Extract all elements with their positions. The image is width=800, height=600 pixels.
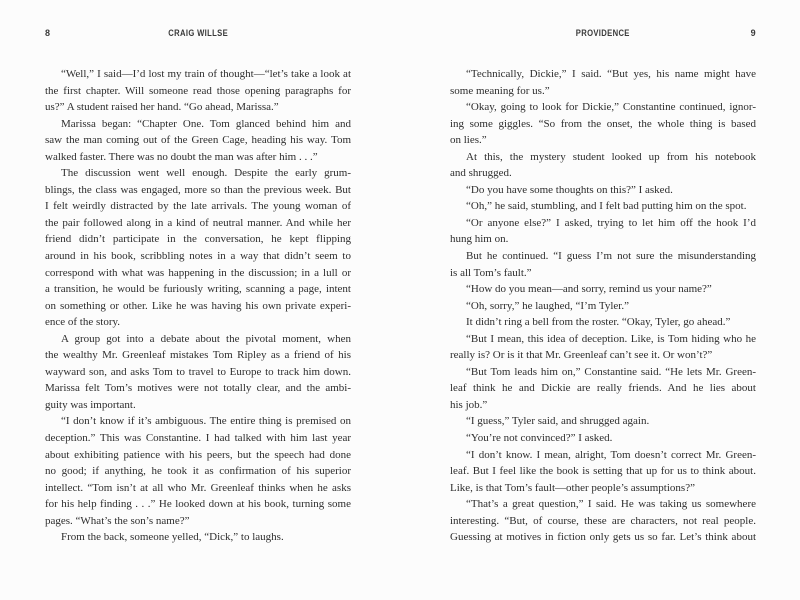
text-line: “Oh,” he said, stumbling, and I felt bad putting him on the spot. — [466, 200, 747, 213]
left-page-body — [45, 66, 351, 546]
paragraph — [45, 66, 351, 116]
text-line: on something or other. Like he was having his own private experi- — [45, 299, 351, 312]
text-line: pages. “What’s the son’s name?” — [45, 514, 190, 527]
paragraph — [450, 198, 756, 215]
right-page-header — [450, 28, 756, 40]
text-line: us?” A student raised her hand. “Go ahead, Marissa.” — [45, 101, 279, 114]
text-line: around in his book, scribbling notes in a way that didn’t seem to — [45, 250, 351, 263]
text-line: a transition, he would be furiously writing, scanning a page, intent — [45, 283, 351, 296]
text-line: really is? Or is it that Mr. Greenleaf can’t see it. Or won’t?” — [450, 349, 713, 362]
paragraph — [450, 99, 756, 149]
text-line: “I guess,” Tyler said, and shrugged again. — [466, 415, 650, 428]
paragraph — [450, 447, 756, 497]
text-line: correspond with what was happening in the discussion; in a lull or — [45, 266, 351, 279]
paragraph — [45, 331, 351, 414]
text-line: saw the man coming out of the Green Cage, heading his way. Tom — [45, 134, 351, 147]
right-page — [450, 28, 756, 546]
page-number-left: 8 — [45, 28, 51, 38]
text-line: The discussion went well enough. Despite the early grum- — [61, 167, 351, 180]
paragraph — [450, 413, 756, 430]
text-line: Marissa felt Tom’s motives were not totally clear, and the ambi- — [45, 382, 351, 395]
text-line: leaf. But I feel like the book is setting that up for us to think about. — [450, 465, 756, 478]
paragraph — [450, 66, 756, 99]
text-line: A group got into a debate about the pivotal moment, when — [61, 332, 351, 345]
text-line: walked faster. There was no doubt the man was after him . . .” — [45, 150, 318, 163]
paragraph — [450, 281, 756, 298]
text-line: “I don’t know if it’s ambiguous. The entire thing is premised on — [61, 415, 351, 428]
text-line: friend didn’t participate in the conversation, he kept flipping — [45, 233, 351, 246]
paragraph — [450, 298, 756, 315]
text-line: “How do you mean—and sorry, remind us your name?” — [466, 283, 712, 296]
text-line: I felt weirdly distracted by the late arrivals. The young woman of — [45, 200, 351, 213]
page-number-right: 9 — [750, 28, 756, 38]
paragraph — [450, 215, 756, 248]
text-line: At this, the mystery student looked up from his notebook — [466, 150, 756, 163]
text-line: intellect. “Tom isn’t at all who Mr. Greenleaf thinks when he asks — [45, 481, 351, 494]
text-line: Like, is that Tom’s fault—other people’s assumptions?” — [450, 481, 695, 494]
paragraph — [45, 116, 351, 166]
text-line: interesting. “But, of course, these are characters, not real people. — [450, 514, 756, 527]
text-line: some meaning for us.” — [450, 84, 550, 97]
text-line: From the back, someone yelled, “Dick,” to laughs. — [61, 531, 284, 544]
left-page — [45, 28, 351, 546]
text-line: “But Tom leads him on,” Constantine said. “He lets Mr. Green- — [466, 365, 756, 378]
paragraph — [450, 248, 756, 281]
text-line: Marissa began: “Chapter One. Tom glanced behind him and — [61, 117, 351, 130]
text-line: “Oh, sorry,” he laughed, “I’m Tyler.” — [466, 299, 629, 312]
paragraph — [450, 331, 756, 364]
text-line: blings, the class was engaged, more so than the previous week. But — [45, 183, 351, 196]
text-line: for his help finding . . .” He looked down at his book, turning some — [45, 498, 351, 511]
text-line: It didn’t ring a bell from the roster. “Okay, Tyler, go ahead.” — [466, 316, 731, 329]
text-line: “Well,” I said—I’d lost my train of thought—“let’s take a look at — [61, 68, 351, 80]
text-line: the wealthy Mr. Greenleaf mistakes Tom Ripley as a friend of his — [45, 349, 351, 362]
text-line: the first chapter. Will someone read those opening paragraphs for — [45, 84, 351, 97]
text-line: deception.” This was Constantine. I had talked with him last year — [45, 432, 351, 445]
paragraph — [450, 182, 756, 199]
text-line: wayward son, and asks Tom to travel to Europe to track him down. — [45, 365, 351, 378]
paragraph — [450, 496, 756, 546]
text-line: “Okay, going to look for Dickie,” Constantine continued, ignor- — [466, 101, 756, 114]
text-line: guity was important. — [45, 398, 136, 411]
text-line: hung him on. — [450, 233, 509, 246]
right-page-body — [450, 66, 756, 546]
paragraph — [450, 149, 756, 182]
text-line: the pair followed along in a kind of neutral manner. And while her — [45, 216, 351, 229]
running-header-left: CRAIG WILLSE — [168, 28, 228, 38]
text-line: “Technically, Dickie,” I said. “But yes, his name might have — [466, 68, 756, 80]
text-line: “I don’t know. I mean, alright, Tom doesn’t correct Mr. Green- — [466, 448, 756, 461]
paragraph — [45, 529, 351, 546]
text-line: ence of the story. — [45, 316, 121, 329]
paragraph — [450, 430, 756, 447]
paragraph — [45, 165, 351, 330]
running-header-right: PROVIDENCE — [575, 28, 630, 38]
text-line: “That’s a great question,” I said. He was taking us somewhere — [466, 498, 756, 511]
left-page-header — [45, 28, 351, 40]
text-line: “Or anyone else?” I asked, trying to let him off the hook I’d — [466, 216, 756, 229]
text-line: on lies.” — [450, 134, 487, 147]
text-line: But he continued. “I guess I’m not sure the misunderstanding — [466, 250, 756, 263]
text-line: ing some giggles. “So from the onset, the whole thing is based — [450, 117, 756, 130]
text-line: about exhibiting patience with his peers, but the speech had done — [45, 448, 351, 461]
text-line: and shrugged. — [450, 167, 512, 180]
text-line: “But I mean, this idea of deception. Like, is Tom hiding who he — [466, 332, 756, 345]
paragraph — [45, 413, 351, 529]
text-line: no good; if anything, he took it as confirmation of his superior — [45, 465, 351, 478]
text-line: “Do you have some thoughts on this?” I asked. — [466, 183, 673, 196]
paragraph — [450, 314, 756, 331]
text-line: Guessing at motives in fiction only gets us so far. Let’s think about — [450, 531, 756, 544]
text-line: “You’re not convinced?” I asked. — [466, 432, 613, 445]
text-line: leaf think he and Dickie are really friends. And he lies about — [450, 382, 756, 395]
text-line: his job.” — [450, 398, 488, 411]
text-line: is all Tom’s fault.” — [450, 266, 532, 279]
paragraph — [450, 364, 756, 414]
